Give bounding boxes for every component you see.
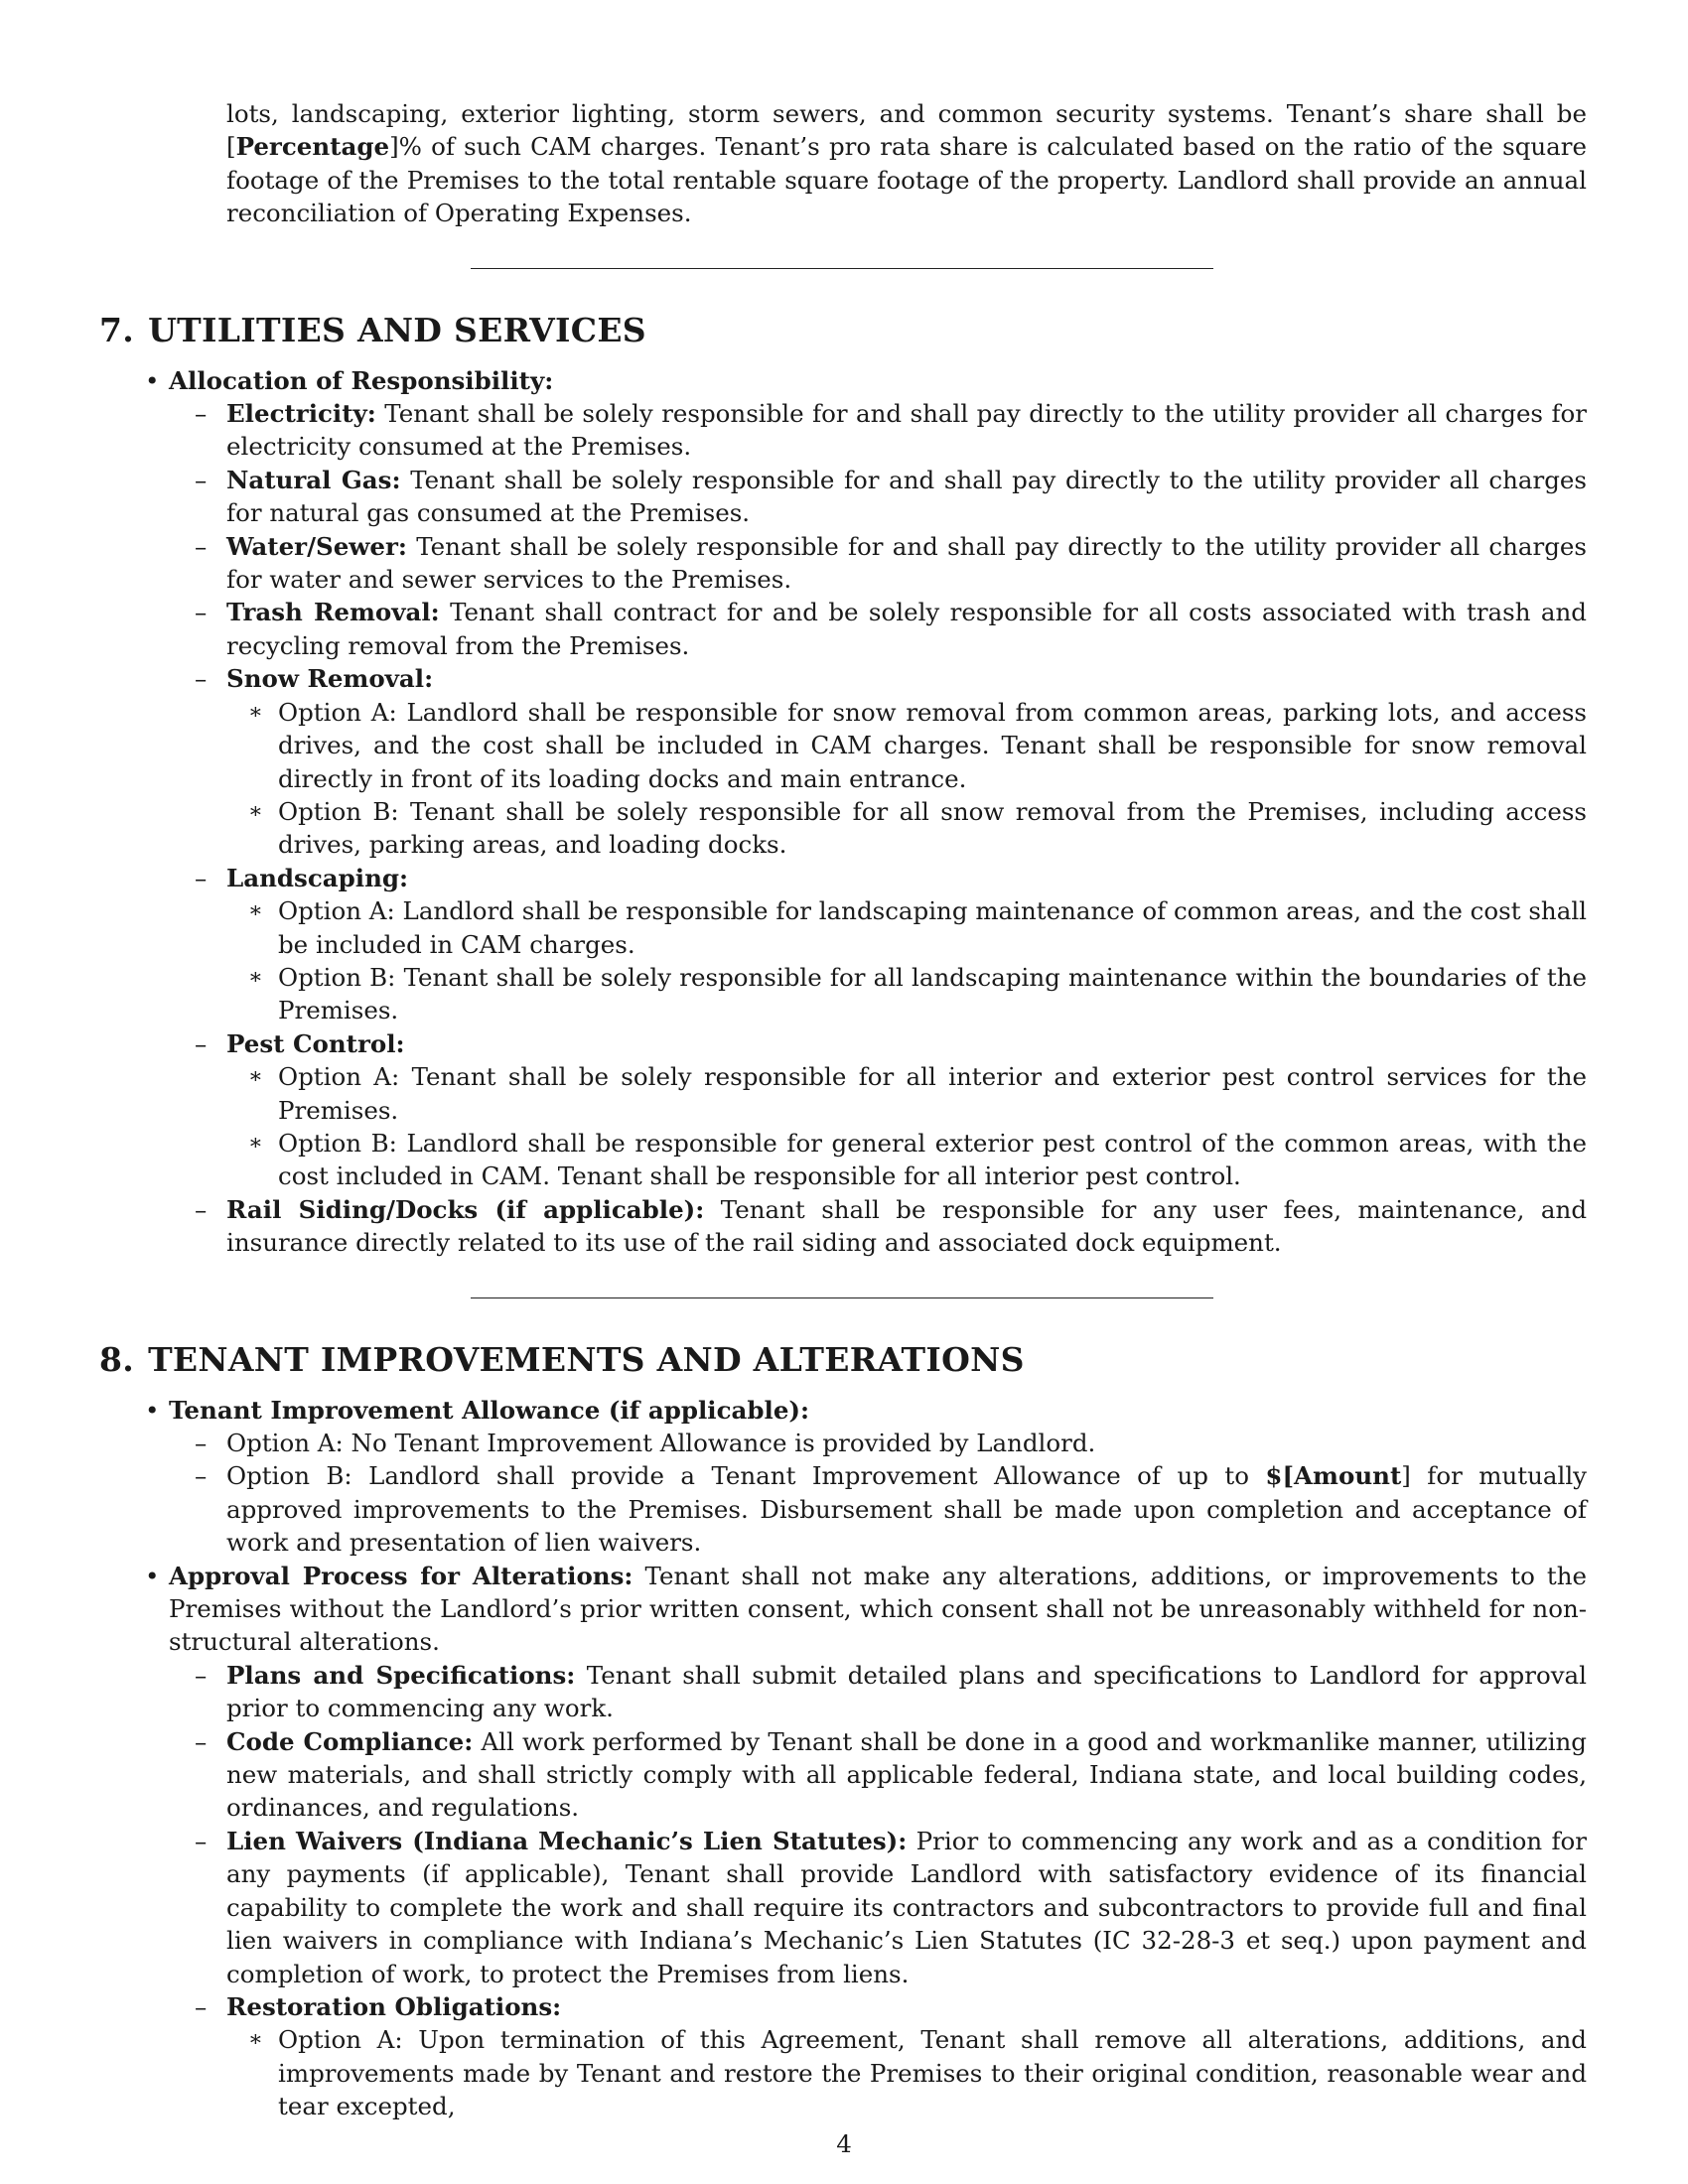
- dash-marker: –: [195, 598, 208, 627]
- list-item: ∗ Option B: Landlord shall be responsible for general exterior pest control of the common areas, with the cost included in CAM. Tenant shall be responsible for all interior pest control.: [248, 1128, 1587, 1191]
- section-8-heading: 8. TENANT IMPROVEMENTS AND ALTERATIONS: [99, 1339, 1025, 1379]
- bullet-marker: •: [145, 1395, 160, 1425]
- star-marker: ∗: [248, 898, 263, 924]
- star-marker: ∗: [248, 2027, 263, 2053]
- list-item: – Rail Siding/Docks (if applicable): Tenant shall be responsible for any user fees, maintenance, and insurance directly related to its use of the rail siding and associated dock equipment.: [195, 1194, 1588, 1258]
- list-item: – Pest Control: ∗ Option A: Tenant shall be solely responsible for all interior and exterior pest control services for the Premises. ∗ Option B: Landlord shall be responsible for general exterior pest control of the common areas, with the cost included in CAM. Tenant shall be responsible for all interior pest control.: [226, 1027, 1587, 1193]
- section-7-heading: 7. UTILITIES AND SERVICES: [99, 310, 646, 349]
- list-item: ∗ Option A: Landlord shall be responsible for snow removal from common areas, parking lots, and access drives, and the cost shall be included in CAM charges. Tenant shall be responsible for snow removal directly in front of its loading docks and main entrance.: [248, 697, 1587, 793]
- list-item: ∗ Option A: Tenant shall be solely responsible for all interior and exterior pest control services for the Premises.: [248, 1062, 1587, 1125]
- list-item: – Water/Sewer: Tenant shall be solely responsible for and shall pay directly to the utility provider all charges for water and sewer services to the Premises.: [195, 531, 1587, 595]
- dash-marker: –: [195, 1429, 208, 1457]
- star-marker: ∗: [248, 798, 263, 824]
- list-item: – Plans and Specifications: Tenant shall submit detailed plans and specifications to Landlord for approval prior to commencing any work.: [195, 1660, 1587, 1723]
- list-item: – Code Compliance: All work performed by Tenant shall be done in a good and workmanlike manner, utilizing new materials, and shall strictly comply with all applicable federal, Indiana state, and local building codes, ordinances, and regulations.: [195, 1726, 1587, 1823]
- dash-marker: –: [195, 863, 208, 892]
- dash-marker: –: [195, 1826, 208, 1855]
- list-item: • Approval Process for Alterations: Tenant shall not make any alterations, additions, or improvements to the Premises without the Landlord’s prior written consent, which consent shall not be unreasonably withheld for non-structural alterations. – Plans and Specifications: Tenant shall submit detailed plans and specifications to Landlord for approval prior to commencing any work. – Code Compliance: All work performed by Tenant shall be done in a good and workmanlike manner, utilizing new materials, and shall strictly comply with all applicable federal, Indiana state, and local building codes, ordinances, and regulations. – Lien Waivers (Indiana Mechanic’s Lien Statutes): Prior to commencing any work and as a condition for any payments (if applicable), Tenant shall provide Landlord with satisfactory evidence of its financial capability to complete the work and shall require its contractors and subcontractors to provide full and final lien waivers in compliance with Indiana’s Mechanic’s Lien Statutes (IC 32-28-3 et seq.) upon payment and completion of work, to protect the Premises from liens. – Restoration Obligations: ∗ Option A: Upon termination of this Agreement, Tenant shall remove all alterations, additions, and improvements made by Tenant and restore the Premises to their original condition, reasonable wear and tear excepted,: [169, 1560, 1587, 2123]
- bullet-marker: •: [145, 365, 160, 395]
- list-item: ∗ Option A: Upon termination of this Agreement, Tenant shall remove all alterations, additions, and improvements made by Tenant and restore the Premises to their original condition, reasonable wear and tear excepted,: [248, 2025, 1587, 2121]
- list-item: – Option A: No Tenant Improvement Allowance is provided by Landlord.: [226, 1427, 1587, 1459]
- dash-marker: –: [195, 1194, 208, 1224]
- list-item: – Landscaping: ∗ Option A: Landlord shall be responsible for landscaping maintenance of common areas, and the cost shall be included in CAM charges. ∗ Option B: Tenant shall be solely responsible for all landscaping maintenance within the boundaries of the Premises.: [226, 862, 1587, 1027]
- star-marker: ∗: [248, 699, 263, 725]
- list-item: – Trash Removal: Tenant shall contract for and be solely responsible for all costs associated with trash and recycling removal from the Premises.: [195, 598, 1587, 660]
- document-page: [99, 97, 1588, 2123]
- dash-marker: –: [195, 1660, 208, 1690]
- star-marker: ∗: [248, 1064, 263, 1090]
- dash-marker: –: [195, 1028, 208, 1058]
- star-marker: ∗: [248, 1130, 263, 1156]
- star-marker: ∗: [248, 964, 263, 990]
- section-7-list: [145, 364, 1588, 1260]
- list-item: – Restoration Obligations: ∗ Option A: Upon termination of this Agreement, Tenant shall remove all alterations, additions, and improvements made by Tenant and restore the Premises to their original condition, reasonable wear and tear excepted,: [226, 1990, 1587, 2123]
- dash-marker: –: [195, 465, 208, 494]
- section-8-list: [145, 1394, 1588, 2123]
- bullet-marker: •: [145, 1561, 160, 1590]
- list-item: – Natural Gas: Tenant shall be solely responsible for and shall pay directly to the utility provider all charges for natural gas consumed at the Premises.: [195, 465, 1587, 528]
- list-item: – Electricity: Tenant shall be solely responsible for and shall pay directly to the utility provider all charges for electricity consumed at the Premises.: [195, 399, 1587, 462]
- list-item: • Tenant Improvement Allowance (if applicable): – Option A: No Tenant Improvement Allowance is provided by Landlord. – Option B: Landlord shall provide a Tenant Improvement Allowance of up to $[Amount] for mutually approved improvements to the Premises. Disbursement shall be made upon completion and acceptance of work and presentation of lien waivers.: [169, 1394, 1587, 1560]
- list-item: – Snow Removal: ∗ Option A: Landlord shall be responsible for snow removal from common areas, parking lots, and access drives, and the cost shall be included in CAM charges. Tenant shall be responsible for snow removal directly in front of its loading docks and main entrance. ∗ Option B: Tenant shall be solely responsible for all snow removal from the Premises, including access drives, parking areas, and loading docks.: [226, 662, 1587, 861]
- section-divider: [471, 268, 1213, 269]
- list-item: • Allocation of Responsibility: – Electricity: Tenant shall be solely responsible for and shall pay directly to the utility provider all charges for electricity consumed at the Premises. – Natural Gas: Tenant shall be solely responsible for and shall pay directly to the utility provider all charges for natural gas consumed at the Premises. – Water/Sewer: Tenant shall be solely responsible for and shall pay directly to the utility provider all charges for water and sewer services to the Premises. – Trash Removal: Tenant shall contract for and be solely responsible for all costs associated with trash and recycling removal from the Premises. – Snow Removal: ∗ Option A: Landlord shall be responsible for snow removal from common areas, parking lots, and access drives, and the cost shall be included in CAM charges. Tenant shall be responsible for snow removal directly in front of its loading docks and main entrance. ∗ Option B: Tenant shall be solely responsible for all snow removal from the Premises, including access drives, parking areas, and loading docks. – Landscaping: ∗ Option A: Landlord shall be responsible for landscaping maintenance of common areas, and the cost shall be included in CAM charges. ∗ Option B: Tenant shall be solely responsible for all landscaping maintenance within the boundaries of the Premises. – Pest Control: ∗ Option A: Tenant shall be solely responsible for all interior and exterior pest control services for the Premises. ∗ Option B: Landlord shall be responsible for general exterior pest control of the common areas, with the cost included in CAM. Tenant shall be responsible for all interior pest control. – Rail Siding/Docks (if applicable): Tenant shall be responsible for any user fees, maintenance, and insurance directly related to its use of the rail siding and associated dock equipment.: [169, 364, 1587, 1260]
- dash-marker: –: [195, 399, 208, 429]
- list-item: ∗ Option B: Tenant shall be solely responsible for all snow removal from the Premises, including access drives, parking areas, and loading docks.: [248, 796, 1587, 860]
- list-item: ∗ Option B: Tenant shall be solely responsible for all landscaping maintenance within the boundaries of the Premises.: [248, 962, 1587, 1025]
- list-item: ∗ Option A: Landlord shall be responsible for landscaping maintenance of common areas, and the cost shall be included in CAM charges.: [248, 896, 1587, 959]
- intro-paragraph: lots, landscaping, exterior lighting, storm sewers, and common security systems. Tenant’s share shall be [Percentage]% of such CAM charges. Tenant’s pro rata share is calculated based on the ratio of the square footage of the Premises to the total rentable square footage of the property. Landlord shall provide an annual reconciliation of Operating Expenses.: [226, 99, 1587, 228]
- dash-marker: –: [195, 1461, 208, 1491]
- dash-marker: –: [195, 664, 208, 694]
- dash-marker: –: [195, 1726, 208, 1756]
- dash-marker: –: [195, 1991, 208, 2021]
- page-number: 4: [836, 2129, 852, 2158]
- list-item: – Lien Waivers (Indiana Mechanic’s Lien Statutes): Prior to commencing any work and as a condition for any payments (if applicable), Tenant shall provide Landlord with satisfactory evidence of its financial capability to complete the work and shall require its contractors and subcontractors to provide full and final lien waivers in compliance with Indiana’s Mechanic’s Lien Statutes (IC 32-28-3 et seq.) upon payment and completion of work, to protect the Premises from liens.: [195, 1826, 1587, 1988]
- list-item: – Option B: Landlord shall provide a Tenant Improvement Allowance of up to $[Amount] for mutually approved improvements to the Premises. Disbursement shall be made upon completion and acceptance of work and presentation of lien waivers.: [195, 1461, 1587, 1558]
- dash-marker: –: [195, 531, 208, 561]
- section-divider: [471, 1297, 1213, 1298]
